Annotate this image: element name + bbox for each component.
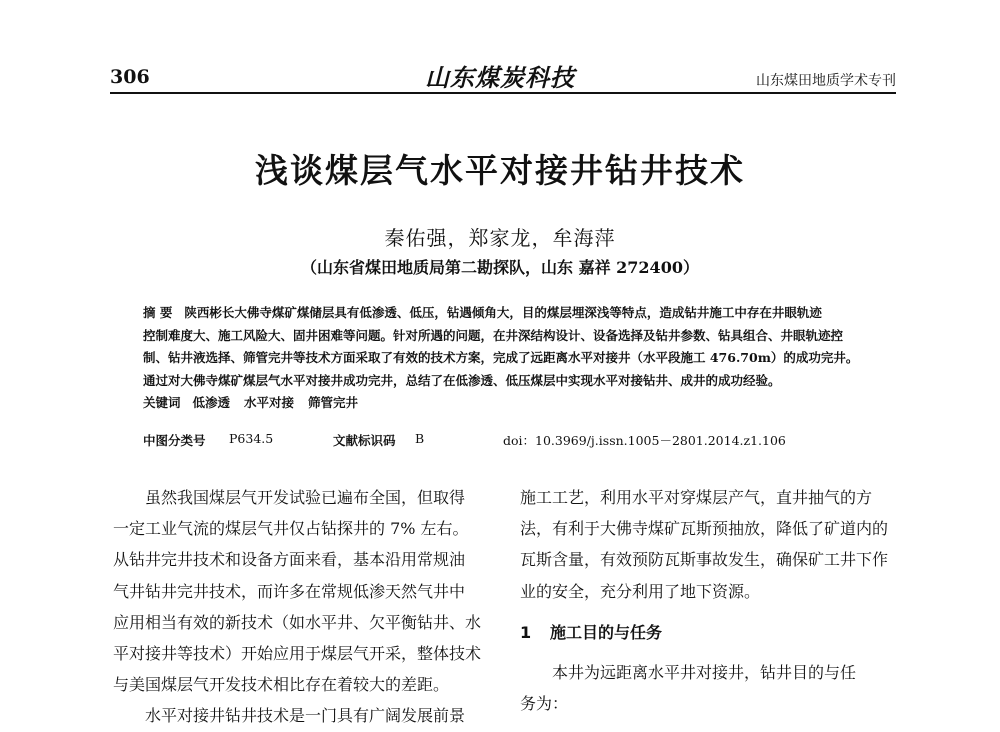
section-title: 施工目的与任务: [550, 622, 663, 642]
keyword: 筛管完井: [308, 395, 359, 410]
abstract-line: 控制难度大、施工风险大、固井困难等问题。针对所遇的问题，在井深结构设计、设备选择及钻井参数、钻具组合、井眼轨迹控: [143, 327, 844, 343]
paragraph-line: 务为：: [520, 694, 569, 714]
journal-logo: 山东煤炭科技: [425, 63, 575, 92]
paragraph-line: 虽然我国煤层气开发试验已遍布全国，但取得: [145, 488, 466, 507]
clc-value: P634.5: [229, 431, 274, 446]
clc-label: 中图分类号: [143, 433, 206, 448]
abstract-label: 摘 要: [143, 305, 173, 320]
doc-code-value: B: [415, 431, 425, 446]
keywords-line: [143, 392, 863, 415]
paragraph-line: 从钻井完井技术和设备方面来看，基本沿用常规油: [113, 550, 466, 570]
paragraph-line: 水平对接井钻井技术是一门具有广阔发展前景: [145, 706, 466, 726]
paragraph-line: 一定工业气流的煤层气井仅占钻探井的 7% 左右。: [113, 519, 469, 539]
body-left-column: [113, 482, 487, 732]
abstract-line: 制、钻井液选择、筛管完井等技术方面采取了有效的技术方案，完成了远距离水平对接井（水平段施工 476.70m）的成功完井。: [143, 350, 859, 365]
authors: 秦佑强，郑家龙，牟海萍: [384, 226, 616, 250]
abstract-text: 陕西彬长大佛寺煤矿煤储层具有低渗透、低压，钻遇倾角大，目的煤层埋深浅等特点，造成钻井施工中存在井眼轨迹: [184, 305, 822, 320]
paragraph-line: 法，有利于大佛寺煤矿瓦斯预抽放，降低了矿道内的: [520, 519, 889, 539]
abstract: [143, 302, 863, 415]
body-right-column: [520, 482, 894, 719]
paragraph-line: 应用相当有效的新技术（如水平井、欠平衡钻井、水: [113, 612, 482, 632]
section-heading: [520, 621, 894, 645]
keywords-label: 关键词: [143, 395, 181, 410]
affiliation: （山东省煤田地质局第二勘探队，山东 嘉祥 272400）: [301, 258, 699, 277]
paragraph-line: 平对接井等技术）开始应用于煤层气开采，整体技术: [113, 644, 482, 664]
paper-title: 浅谈煤层气水平对接井钻井技术: [255, 151, 745, 190]
paragraph-line: 与美国煤层气开发技术相比存在着较大的差距。: [113, 675, 450, 695]
paragraph-line: 业的安全，充分利用了地下资源。: [520, 581, 761, 601]
doi: doi：10.3969/j.issn.1005－2801.2014.z1.106: [503, 433, 786, 448]
paragraph-line: 瓦斯含量，有效预防瓦斯事故发生，确保矿工井下作: [520, 550, 889, 570]
keyword: 水平对接: [244, 395, 295, 410]
section-number: 1: [520, 622, 532, 642]
page-number: 306: [110, 66, 150, 88]
journal-special-issue: 山东煤田地质学术专刊: [756, 73, 896, 89]
abstract-line: [143, 302, 863, 325]
keyword: 低渗透: [192, 395, 231, 410]
doc-code-label: 文献标识码: [333, 433, 396, 448]
paragraph-line: 本井为远距离水平井对接井，钻井目的与任: [552, 662, 857, 682]
abstract-line: 通过对大佛寺煤矿煤层气水平对接井成功完井，总结了在低渗透、低压煤层中实现水平对接钻井、成井的成功经验。: [143, 372, 781, 388]
paragraph-line: 气井钻井完井技术，而许多在常规低渗天然气井中: [113, 581, 466, 601]
header-rule: [110, 92, 896, 94]
paragraph-line: 施工工艺，利用水平对穿煤层产气，直井抽气的方: [520, 488, 873, 507]
